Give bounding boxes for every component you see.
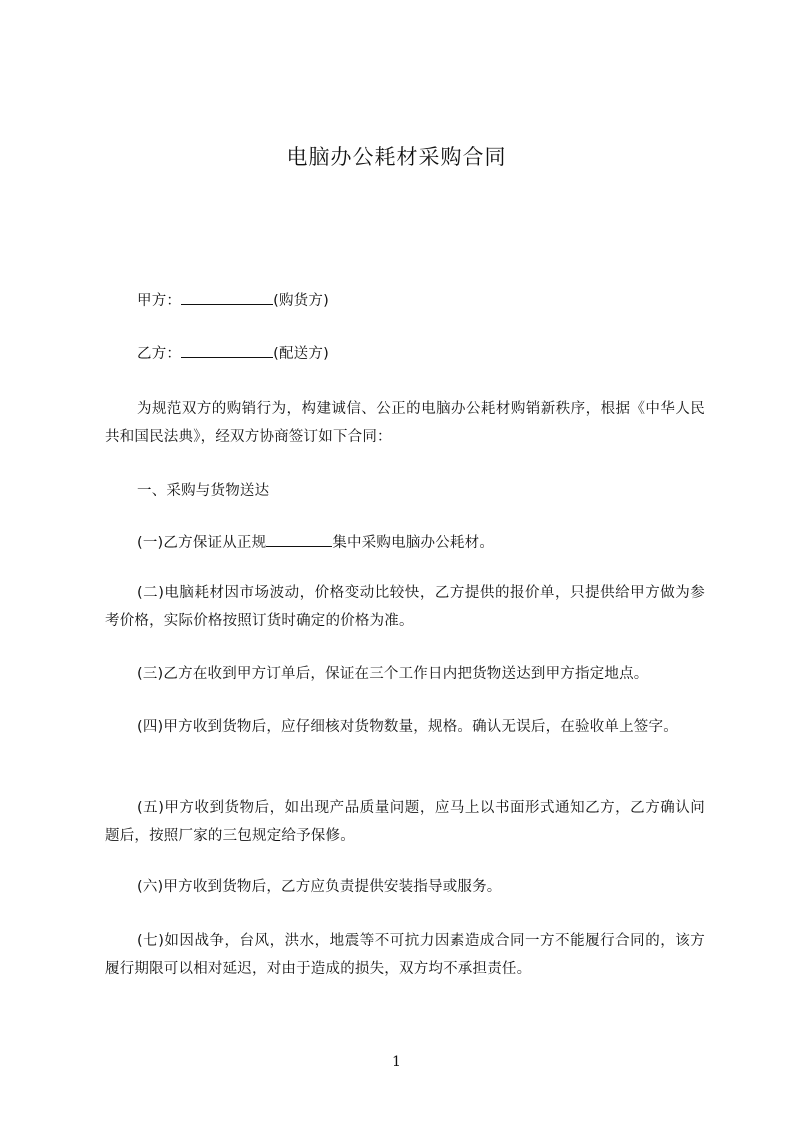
party-a-line: [105, 287, 705, 315]
clause-5: (五)甲方收到货物后，如出现产品质量问题，应马上以书面形式通知乙方，乙方确认问题后，按照厂家的三包规定给予保修。: [105, 800, 705, 844]
clause-4: (四)甲方收到货物后，应仔细核对货物数量，规格。确认无误后，在验收单上签字。: [137, 719, 678, 735]
clause-1-suffix: 集中采购电脑办公耗材。: [332, 535, 495, 551]
party-b-label: 乙方：: [137, 346, 182, 362]
contract-title: 电脑办公耗材采购合同: [286, 145, 507, 169]
clause-1-blank: [266, 532, 332, 547]
party-b-suffix: (配送方): [273, 346, 329, 362]
clause-2: (二)电脑耗材因市场波动，价格变动比较快，乙方提供的报价单，只提供给甲方做为参考价格，实际价格按照订货时确定的价格为准。: [105, 585, 705, 629]
clause-1-prefix: (一)乙方保证从正规: [137, 535, 267, 551]
party-a-label: 甲方：: [137, 293, 182, 309]
preamble-paragraph: 为规范双方的购销行为，构建诚信、公正的电脑办公耗材购销新秩序，根据《中华人民共和国民法典》，经双方协商签订如下合同：: [105, 401, 705, 445]
clause-6: (六)甲方收到货物后，乙方应负责提供安装指导或服务。: [137, 879, 502, 895]
clause-3: (三)乙方在收到甲方订单后，保证在三个工作日内把货物送达到甲方指定地点。: [137, 666, 649, 682]
party-b-line: [105, 340, 705, 368]
page-number: 1: [392, 1054, 401, 1070]
party-b-blank: [181, 343, 273, 358]
section-1-heading: 一、采购与货物送达: [137, 483, 270, 499]
party-a-blank: [181, 290, 273, 305]
party-a-suffix: (购货方): [273, 293, 329, 309]
clause-7: (七)如因战争，台风，洪水，地震等不可抗力因素造成合同一方不能履行合同的，该方履行期限可以相对延迟，对由于造成的损失，双方均不承担责任。: [105, 933, 705, 977]
clause-1: [105, 529, 705, 557]
